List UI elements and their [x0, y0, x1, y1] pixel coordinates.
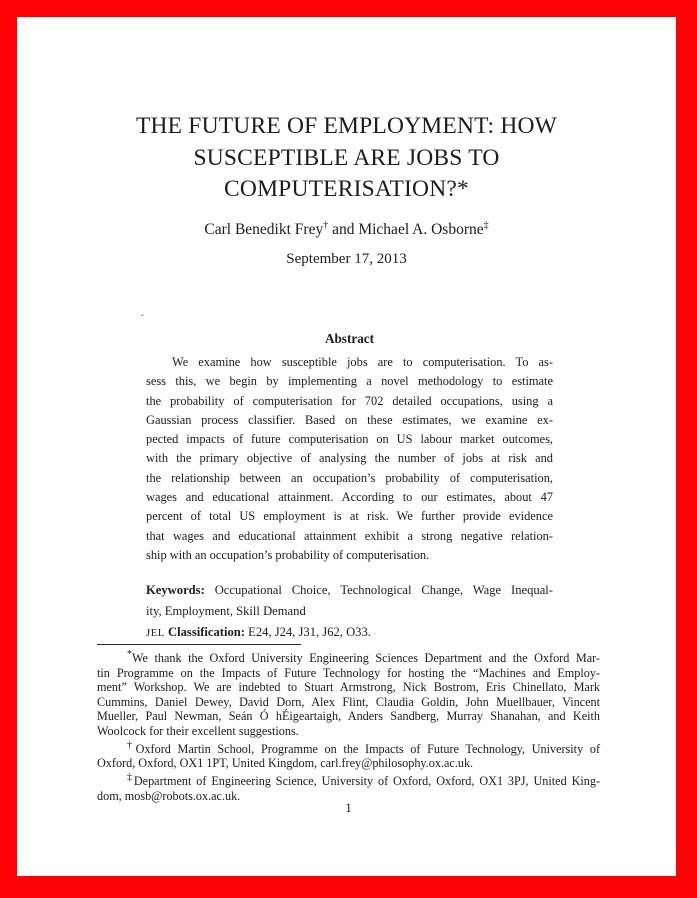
keywords-section — [146, 580, 553, 644]
abstract-line: pected impacts of future computerisation on US labour market outcomes, — [146, 432, 553, 447]
footnote-line: Woolcock for their excellent suggestions. — [97, 724, 299, 739]
asterisk-footnote-marker: * — [127, 649, 132, 660]
footnote-line: Oxford, Oxford, OX1 1PT, United Kingdom, carl.frey@philosophy.ox.ac.uk. — [97, 756, 474, 771]
page-number: 1 — [345, 800, 352, 815]
title-line-3: COMPUTERISATION?* — [224, 176, 469, 202]
footnote-author1-affiliation — [97, 739, 600, 771]
paper-title — [17, 111, 676, 206]
abstract-line: the probability of computerisation for 702 detailed occupations, using a — [146, 393, 553, 408]
keywords-line — [146, 580, 553, 601]
abstract-line: We examine how susceptible jobs are to computerisation. To as- — [172, 355, 553, 369]
authors-line — [17, 216, 676, 239]
footnote-author2-affiliation — [97, 771, 600, 803]
authors-separator: and — [328, 221, 359, 239]
abstract-section — [146, 331, 553, 565]
title-line-2: SUSCEPTIBLE ARE JOBS TO — [193, 144, 500, 171]
footnote-line: dom, mosb@robots.ox.ac.uk. — [97, 788, 241, 803]
abstract-line: wages and educational attainment. According to our estimates, about 47 — [146, 490, 553, 505]
abstract-line: ship with an occupation’s probability of computerisation. — [146, 547, 430, 562]
title-line-1: THE FUTURE OF EMPLOYMENT: HOW — [135, 113, 558, 139]
footnote-rule — [97, 644, 301, 645]
dagger-footnote-marker: † — [127, 739, 136, 751]
jel-acronym: JEL — [146, 628, 165, 639]
jel-codes: E24, J24, J31, J62, O33. — [244, 625, 371, 639]
footnote-thanks — [97, 648, 600, 739]
abstract-line: that wages and educational attainment exhibit a strong negative relation- — [146, 528, 553, 543]
keywords-label: Keywords: — [146, 583, 205, 597]
footnote-line: *We thank the Oxford University Engineering Sciences Department and the Oxford Mar- — [127, 649, 600, 666]
stray-mark: . — [141, 307, 144, 319]
jel-classification-line — [146, 622, 553, 644]
abstract-line: percent of total US employment is at risk. We further provide evidence — [146, 509, 553, 524]
footnote-line: ‡Department of Engineering Science, University of Oxford, Oxford, OX1 3PJ, United King- — [127, 771, 601, 788]
abstract-line: with the primary objective of analysing the number of jobs at risk and — [146, 451, 553, 466]
keywords-line: ity, Employment, Skill Demand — [146, 604, 306, 618]
footnote-line: †Oxford Martin School, Programme on the Impacts of Future Technology, University of — [127, 739, 601, 756]
author-2: Michael A. Osborne — [358, 221, 484, 239]
abstract-line: Gaussian process classifier. Based on these estimates, we examine ex- — [146, 412, 553, 427]
double-dagger-footnote-marker: ‡ — [127, 771, 134, 783]
author-2-footnote-mark: ‡ — [483, 220, 489, 231]
abstract-heading: Abstract — [324, 331, 375, 346]
abstract-line: sess this, we begin by implementing a novel methodology to estimate — [146, 374, 553, 389]
footnote-line: tin Programme on the Impacts of Future Technology for hosting the “Machines and Employ- — [97, 665, 600, 680]
footnote-line: Mueller, Paul Newman, Seán Ó hÉigeartaigh, Anders Sandberg, Murray Shanahan, and Keith — [97, 709, 600, 724]
footnote-line: ment” Workshop. We are indebted to Stuart Armstrong, Nick Bostrom, Eris Chinellato, Mark — [97, 680, 600, 695]
publication-date: September 17, 2013 — [286, 251, 407, 267]
footnotes-section — [97, 648, 600, 803]
footnote-line: Cummins, Daniel Dewey, David Dorn, Alex Flint, Claudia Goldin, John Muellbauer, Vincent — [97, 694, 600, 709]
abstract-line: the relationship between an occupation’s probability of computerisation, — [146, 470, 553, 485]
author-1: Carl Benedikt Frey — [204, 221, 324, 239]
jel-label: Classification: — [164, 625, 245, 639]
keywords-text: Occupational Choice, Technological Change, Wage Inequal- — [204, 583, 553, 597]
author-1-footnote-mark: † — [323, 220, 329, 231]
paper-sheet — [17, 17, 676, 876]
